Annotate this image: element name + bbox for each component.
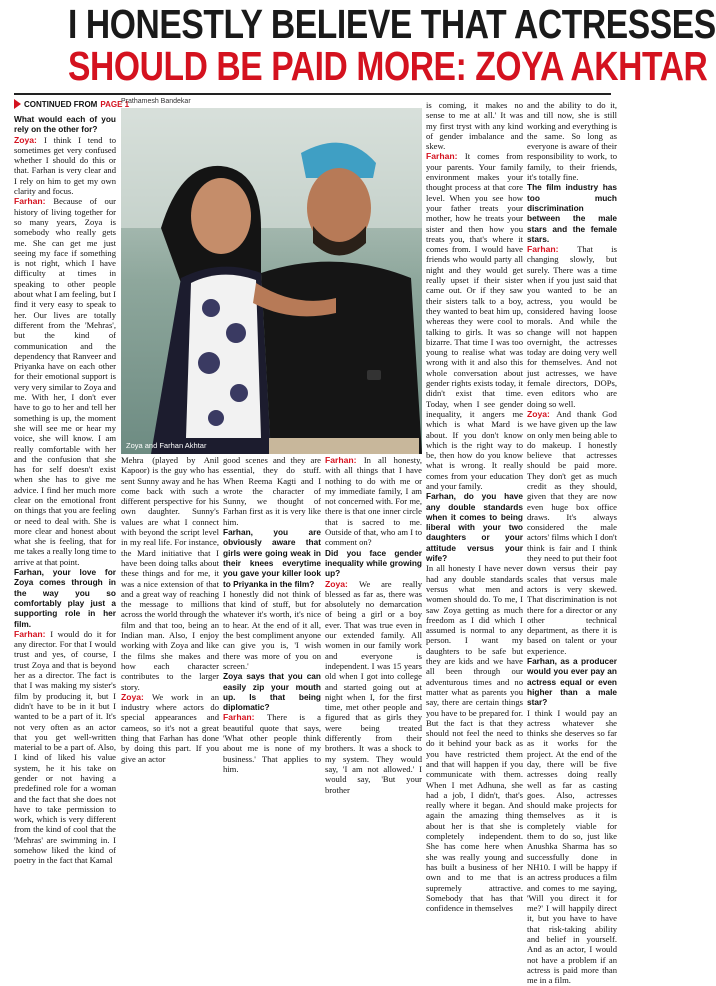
article-column-5 — [426, 100, 523, 914]
interview-answer — [14, 629, 116, 866]
speaker-label: Farhan: — [426, 151, 465, 162]
interview-question: The film industry has too much discrimination between the male stars and the female stars. — [527, 182, 617, 244]
interview-question: Zoya says that you can easily zip your mouth up. Is that being diplomatic? — [223, 671, 321, 713]
answer-text: I think I tend to sometimes get very confused whether I should do this or that. Farhan is very clear and I rely on him to get my own clarity and focus. — [14, 134, 116, 197]
speaker-label: Farhan: — [14, 196, 54, 207]
answer-text: I would do it for any director. For that I would trust and yes, of course, I trust Zoya and that is beyond her as a director. The fact is that I was making my sister's film by producing it, but I didn't have to be in it but I wanted to be a part of it. It's not very often as an actor that you get well-written material to be a part of. Also, I kind of liked his value system, he it his take on gender or not having a predefined role for a woman and the fact that she does not have to take permission to work, which is very different from the kind of cool that the 'Mehras' are swimming in. I somehow liked the kind of poetry in the fact that Kamal — [14, 628, 116, 866]
interview-answer — [223, 589, 321, 671]
photo-zoya-farhan — [121, 108, 422, 454]
answer-text: We are really blessed as far as, there was absolutely no demarcation of being a girl or a boy ever. That was true even in our extended family. All women in our family work and everyone is independent. I was 15 years old when I got into college and started going out at night when I, for the first time, met other people and figured that as girls they were being treated differently from their brothers. It was a shock to my system. They would say, 'I am not allowed.' I would say, 'But your brother — [325, 578, 422, 795]
answer-text: In all honesty I have never had any double standards versus what men and women should do. To me, I saw Zoya getting as much freedom as I did which I assumed is normal to any person. I want my daughters to be safe but they are kids and we have all been through our adventurous times and no matter what as parents you say, there are certain things you have to be prepared for. But the fact is that they should not feel the need to do it behind your back as you have restricted them and that will happen if you communicate with them. When I met Adhuna, she had a job, I didn't, that's really where it began. And again the amazing thing about her is that she is completely independent. She has come here when she was really young and has built a business of her own and to me that is supremely attractive. Somebody that has that confidence in themselves — [426, 563, 523, 914]
answer-text: We work in an industry where actors do special appearances and cameos, so it's not a great thing that Farhan has done by doing this part. If you give an actor — [121, 691, 220, 764]
answer-text: In all honesty, with all things that I have nothing to do with me or my immediate family, I am not concerned with. For me, there is that one inner circle that is sacred to me. Outside of that, who am I to comment on? — [325, 455, 422, 548]
interview-answer — [325, 579, 422, 795]
interview-answer — [223, 712, 321, 774]
headline-rule — [14, 93, 611, 95]
interview-answer — [121, 692, 219, 764]
photo-caption: Zoya and Farhan Akhtar — [126, 441, 207, 450]
interview-answer — [426, 151, 523, 491]
interview-answer — [426, 563, 523, 913]
interview-question: Farhan, do you have any double standards when it comes to being liberal with your two daughters or your attitude versus your wife? — [426, 491, 523, 564]
speaker-label: Zoya: — [325, 578, 360, 589]
answer-text: It comes from your parents. Your family environment makes your thought process at that core level. When you see how your father treats your mother, how he treats your sister and then how you treats you, that's where it comes from. I would have friends who would party all night and they would get really upset if their sister came out. Or if they saw their sisters talk to a boy, they wanted to beat him up, whereas they were cool to talking to girls. It was so bizarre. That time I was too young to realise what was wrong with it and also this whole conversation about gender rights exists today, it didn't exist that time. Today, when I see gender inequality, it angers me which is what Mard is about. If you don't know which is the right way to be, then how do you know what is wrong. It really comes from your education and your family. — [426, 151, 523, 491]
answer-text: And thank God we have given up the law on only men being able to do makeup. I honestly believe that actresses should be paid more. They don't get as much credit as they should, given that they are now even huge box office draws. It's always considered the male actors' films which I don't think is fair and I think they need to put their foot down versus their pay scales that versus male actors is very skewed. That discrimination is not there for a director or any other technical department, as there it is based on talent or your experience. — [527, 408, 617, 656]
interview-question: Farhan, as a producer would you ever pay an actress equal or even higher than a male star? — [527, 656, 617, 708]
interview-answer — [527, 244, 617, 409]
headline-line-1: I HONESTLY BELIEVE THAT ACTRESSES — [68, 1, 716, 47]
interview-answer — [527, 708, 617, 986]
article-column-2 — [121, 455, 220, 764]
interview-answer — [527, 100, 617, 182]
speaker-label: Zoya: — [121, 691, 152, 702]
answer-text: I honestly did not think of that kind of stuff, but for whatever it's worth, it's nice to hear. At the end of it all, the best compliment anyone can give you is, 'I wish there was more of you on screen.' — [223, 588, 321, 671]
speaker-label: Zoya: — [527, 408, 557, 419]
speaker-label: Zoya: — [14, 134, 44, 145]
answer-text: There is a beautiful quote that says, 'What other people think about me is none of my business.' That applies to him. — [223, 712, 321, 774]
article-column-6 — [527, 100, 617, 986]
interview-answer — [325, 455, 422, 548]
interview-answer — [527, 409, 617, 656]
answer-text: I think I would pay an actress whatever she thinks she deserves so far as it works for the project. At the end of the day, there will be five actresses doing really well as far as casting goes. Also, actresses should make projects for themselves as it is completely viable for them to do so, just like Anushka Sharma has so successfully done in NH10. I will be happy if an actress produces a film and comes to me saying, 'Will you direct it for me?' I will happily direct it, but you have to have that risk-taking ability and belief in yourself. And as an actor, I would not have a problem if an actress is paid more than me in a film. — [527, 707, 617, 986]
interview-question: Did you face gender inequality while growing up? — [325, 547, 422, 579]
continued-marker — [14, 99, 129, 109]
continued-page[interactable]: PAGE 1 — [100, 99, 130, 109]
interview-answer — [426, 100, 523, 151]
interview-question: Farhan, you are obviously aware that girls were going weak in their knees everytime you gave your killer look to Priyanka in the film? — [223, 527, 321, 589]
interview-answer — [121, 455, 219, 692]
continued-label: CONTINUED FROM — [24, 99, 98, 109]
answer-text: is coming, it makes no sense to me at all.' It was my first tryst with any kind of gender imbalance and skew. — [426, 100, 523, 152]
answer-text: Because of our history of living together for so many years, Zoya is somebody who really gets me. She can get me just seeing my face if something is not right, which I have difficulty at times in speaking to other people about what I am feeling, but I find it very easy to speak to her. Our lives are totally different from the 'Mehras', but the kind of communication and the dependency that Ranveer and Priyanka have on each other for their emotional support is very very similar to Zoya and me. With her, I don't ever have to go to her and tell her something is up, the moment she will see me or hear my voice, she will know. I am really comfortable with her and the confusion that she has for self doesn't exist when she has to give me advice. I find her much more clear on the emotional front on things that you are feeling or need to deal with. She is more clear and honest about what she is feeling, that for me takes a really long time to arrive at that point. — [14, 196, 116, 567]
interview-answer — [14, 135, 116, 197]
interview-answer — [223, 455, 321, 527]
answer-text: Mehra (played by Anil Kapoor) is the guy who has sent Sunny away and he has come back with such a different perspective for his own daughter. Sunny's values are what I connect with beyond the script level in my real life. For instance, the Mard initiative that I have been doing talks about these things and for me, it was a nice extension of that and a great way of reaching the message to millions across the world through the film and that too, being an Indian man. Also, I enjoy working with Zoya and like the films she makes and how each character contributes to the larger story. — [121, 455, 219, 692]
speaker-label: Farhan: — [325, 455, 364, 465]
answer-text: That is changing slowly, but surely. There was a time when if you just said that you wanted to be an actress, you would be considered having loose morals. And while the change will not happen overnight, the actresses today are doing very well for themselves. And not just actresses, we have female directors, DOPs, even editors who are doing so well. — [527, 244, 617, 409]
article-column-1 — [14, 114, 116, 866]
interview-question: What would each of you rely on the other for? — [14, 114, 116, 135]
article-column-3 — [223, 455, 321, 774]
speaker-label: Farhan: — [223, 712, 267, 723]
article-column-4 — [325, 455, 422, 795]
interview-question: Farhan, your love for Zoya comes through in the way you so comfortably play just a supporting role in her film. — [14, 567, 116, 629]
speaker-label: Farhan: — [14, 628, 51, 639]
triangle-icon — [14, 99, 21, 109]
photo-credit: Prathamesh Bandekar — [121, 98, 191, 105]
answer-text: good scenes and they are essential, they do stuff. When Reema Kagti and I wrote the character of Sunny, we thought of Farhan first as it is very like him. — [223, 455, 321, 527]
portrait-illustration — [121, 108, 422, 454]
speaker-label: Farhan: — [527, 244, 578, 255]
headline-line-2: SHOULD BE PAID MORE: ZOYA AKHTAR — [68, 43, 708, 89]
interview-answer — [14, 196, 116, 567]
answer-text: and the ability to do it, and till now, she is still working and everything is the same. So long as everyone is aware of their responsibility to work, to family, to their friends, it's totally fine. — [527, 100, 617, 183]
